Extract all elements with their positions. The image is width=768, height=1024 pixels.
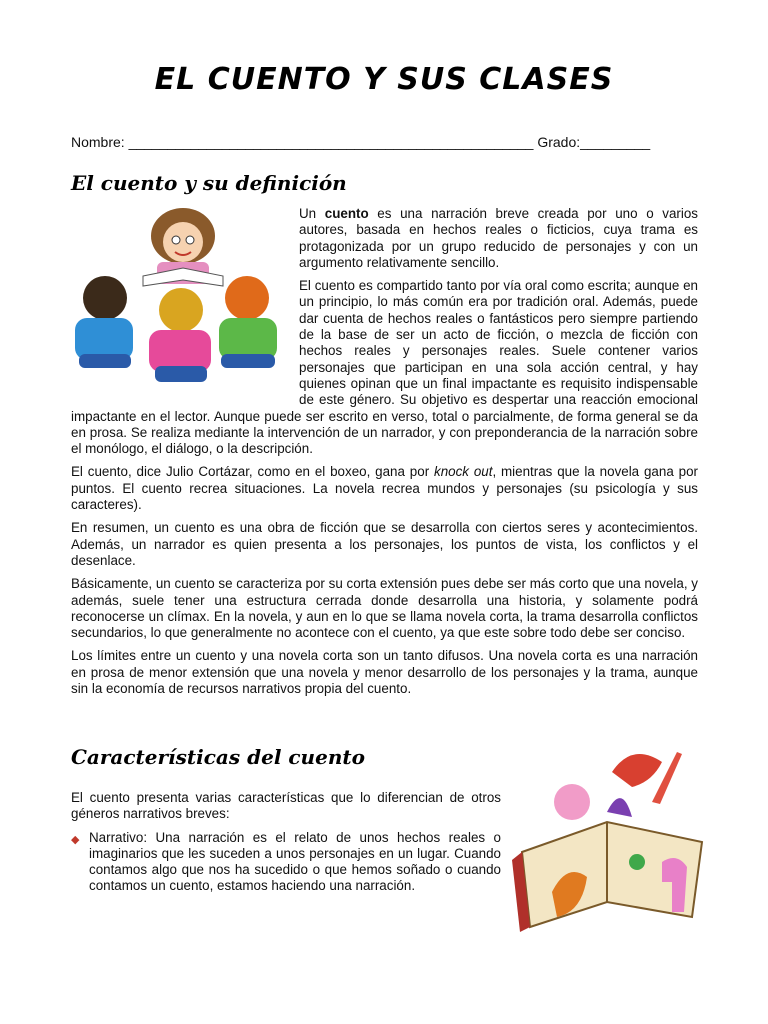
paragraph-caracteristicas-intro: El cuento presenta varias características que lo diferencian de otros géneros narrativos breves:	[71, 790, 501, 822]
term-knock-out: knock out	[434, 464, 493, 480]
grado-field-label: Grado:_________	[537, 134, 651, 150]
page-title: EL CUENTO Y SUS CLASES	[154, 62, 614, 97]
paragraph-oral-escrita: El cuento es compartido tanto por vía oral como escrita; aunque en un principio, lo más común era por tradición oral. Además, puede dar cuenta de hechos reales o fantásticos pero siempre partiendo de la base de ser un acto de ficción, o mezcla de ficción con hechos reales y personajes reales. Suele contener varios personajes que participan en una sola acción central, y hay quienes opinan que un final impactante es requisito indispensable de este género. Su objetivo es despertar una reacción emocional impactante en el lector. Aunque puede ser escrito en verso, total o parcialmente, de forma general se da en prosa. Se realiza mediante la intervención de un narrador, y con preponderancia de la narración sobre el monólogo, el diálogo, o la descripción.	[71, 278, 698, 457]
paragraph-cortazar	[71, 464, 698, 513]
characteristics-text-block	[71, 790, 501, 895]
definition-text-block	[71, 206, 698, 704]
nombre-field-label: Nombre: ____________________________________________________	[71, 134, 534, 150]
text-run: es una narración breve creada por uno o varios autores, basada en hechos reales o ficticios, cuya trama es protagonizada por un grupo reducido de personajes y con un argumento relativamente sencillo.	[299, 206, 699, 270]
bullet-arrow-icon: ◆	[71, 833, 80, 846]
paragraph-basicamente: Básicamente, un cuento se caracteriza por su corta extensión pues debe ser más corto que una novela, y además, suele tener una estructura cerrada donde desarrolla una historia, y solamente podrá reconocerse un clímax. En la novela, y aun en lo que se llama novela corta, la trama desarrolla conflictos secundarios, lo que generalmente no acontece con el cuento, ya que este sobre todo debe ser conciso.	[71, 576, 698, 641]
term-cuento: cuento	[324, 206, 369, 221]
name-grade-line	[71, 134, 650, 150]
text-run: El cuento, dice Julio Cortázar, como en el boxeo, gana por	[71, 464, 434, 480]
paragraph-limites: Los límites entre un cuento y una novela corta son un tanto difusos. Una novela corta es una narración en prosa de menor extensión que una novela y menor desarrollo de los personajes y la trama, aunque sin la economía de recursos narrativos propia del cuento.	[71, 648, 698, 697]
bullet-narrativo: Narrativo: Una narración es el relato de unos hechos reales o imaginarios que les suceden a unos personajes en un lugar. Cuando contamos algo que nos ha sucedido o que hemos soñado o cuando contamos un cuento, estamos haciendo una narración.	[89, 829, 501, 894]
list-item	[71, 830, 501, 895]
paragraph-resumen: En resumen, un cuento es una obra de ficción que se desarrolla con ciertos seres y acontecimientos. Además, un narrador es quien presenta a los personajes, los puntos de vista, los conflictos y el desenlace.	[71, 520, 698, 568]
text-run: , mientras que la novela gana por puntos. El cuento recrea situaciones. La novela recrea mundos y personajes (su psicología y sus caracteres).	[71, 464, 698, 513]
children-listening-illustration	[71, 206, 299, 396]
section-heading-definicion: El cuento y su definición	[71, 171, 347, 195]
section-heading-caracteristicas: Características del cuento	[71, 745, 365, 769]
storybook-illustration	[512, 742, 710, 942]
text-run: Un	[299, 206, 325, 221]
